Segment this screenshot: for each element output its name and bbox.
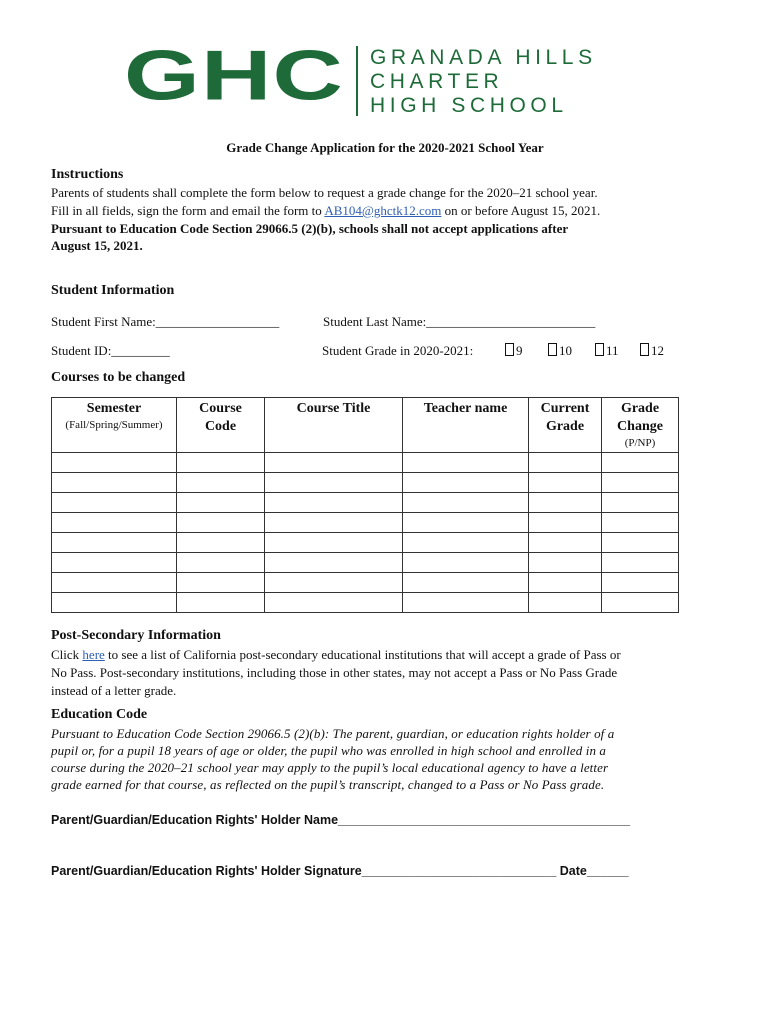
- post-secondary-heading: Post-Secondary Information: [51, 628, 221, 643]
- table-cell[interactable]: [403, 493, 529, 513]
- instructions-line-1: Parents of students shall complete the form below to request a grade change for the 2020–21 school year.: [51, 185, 598, 200]
- table-cell[interactable]: [52, 513, 177, 533]
- grade-option-10[interactable]: [548, 342, 572, 359]
- table-cell[interactable]: [403, 533, 529, 553]
- table-cell[interactable]: [52, 453, 177, 473]
- table-cell[interactable]: [529, 573, 602, 593]
- col-label: Grade Change: [617, 401, 663, 434]
- post-secondary-text: Click: [51, 647, 83, 662]
- col-grade-change: [602, 398, 679, 453]
- table-cell[interactable]: [52, 573, 177, 593]
- education-code-line-1: Pursuant to Education Code Section 29066.5 (2)(b): The parent, guardian, or education rights holder of a: [51, 726, 615, 741]
- instructions-line-2: [51, 202, 600, 219]
- page-title: Grade Change Application for the 2020-2021 School Year: [226, 140, 544, 155]
- student-grade-label: Student Grade in 2020-2021:: [322, 343, 474, 358]
- deadline-notice-line-1: Pursuant to Education Code Section 29066.5 (2)(b), schools shall not accept applications after: [51, 221, 569, 236]
- table-cell[interactable]: [265, 553, 403, 573]
- table-row: [52, 533, 679, 553]
- table-row: [52, 553, 679, 573]
- col-course-code: [177, 398, 265, 453]
- instructions-deadline: on or before August 15, 2021.: [441, 203, 601, 218]
- courses-header-row: [52, 398, 679, 453]
- table-cell[interactable]: [529, 533, 602, 553]
- logo-line-1: GRANADA HILLS: [370, 46, 597, 69]
- table-cell[interactable]: [177, 533, 265, 553]
- checkbox-icon[interactable]: [595, 343, 604, 356]
- table-cell[interactable]: [403, 573, 529, 593]
- courses-table: [51, 397, 679, 613]
- col-sublabel: (Fall/Spring/Summer): [65, 419, 163, 431]
- table-cell[interactable]: [265, 533, 403, 553]
- table-row: [52, 453, 679, 473]
- education-code-heading: Education Code: [51, 707, 148, 722]
- table-cell[interactable]: [177, 593, 265, 613]
- grade-option-9[interactable]: [505, 342, 523, 359]
- table-cell[interactable]: [52, 473, 177, 493]
- table-cell[interactable]: [602, 553, 679, 573]
- table-cell[interactable]: [265, 453, 403, 473]
- col-semester: [52, 398, 177, 453]
- table-row: [52, 513, 679, 533]
- logo-line-3: HIGH SCHOOL: [370, 94, 568, 117]
- col-label: Course Title: [296, 401, 371, 416]
- table-cell[interactable]: [602, 513, 679, 533]
- grade-option-label: 12: [651, 343, 664, 358]
- post-secondary-line-2: No Pass. Post-secondary institutions, including those in other states, may not accept a Pass or No Pass Grade: [51, 665, 618, 680]
- table-cell[interactable]: [529, 593, 602, 613]
- table-cell[interactable]: [529, 473, 602, 493]
- grade-option-label: 11: [606, 343, 619, 358]
- col-label: Semester: [86, 401, 142, 416]
- deadline-notice-line-2: August 15, 2021.: [51, 238, 143, 253]
- col-label: Teacher name: [423, 401, 508, 416]
- student-id-field[interactable]: Student ID:_________: [51, 343, 170, 358]
- student-last-name-field[interactable]: Student Last Name:__________________________: [323, 314, 596, 329]
- education-code-line-3: course during the 2020–21 school year may apply to the pupil’s local educational agency to have a letter: [51, 760, 609, 775]
- logo-divider: [356, 46, 358, 116]
- education-code-line-4: grade earned for that course, as reflected on the pupil’s transcript, changed to a Pass or No Pass grade.: [51, 777, 605, 792]
- table-cell[interactable]: [529, 513, 602, 533]
- table-cell[interactable]: [529, 553, 602, 573]
- table-cell[interactable]: [265, 593, 403, 613]
- table-cell[interactable]: [52, 593, 177, 613]
- table-row: [52, 473, 679, 493]
- col-course-title: [265, 398, 403, 453]
- education-code-line-2: pupil or, for a pupil 18 years of age or older, the pupil who was enrolled in high school and enrolled in a: [51, 743, 606, 758]
- post-secondary-text: to see a list of California post-secondary educational institutions that will accept a grade of Pass or: [104, 647, 621, 662]
- guardian-name-field[interactable]: Parent/Guardian/Education Rights' Holder Name__________________________________________: [51, 813, 631, 827]
- table-cell[interactable]: [177, 473, 265, 493]
- table-cell[interactable]: [602, 473, 679, 493]
- table-cell[interactable]: [265, 573, 403, 593]
- checkbox-icon[interactable]: [505, 343, 514, 356]
- table-cell[interactable]: [52, 493, 177, 513]
- table-cell[interactable]: [403, 593, 529, 613]
- table-cell[interactable]: [52, 533, 177, 553]
- checkbox-icon[interactable]: [548, 343, 557, 356]
- table-cell[interactable]: [265, 513, 403, 533]
- table-cell[interactable]: [403, 473, 529, 493]
- logo-line-2: CHARTER: [370, 70, 504, 93]
- instructions-text: Fill in all fields, sign the form and email the form to: [51, 203, 325, 218]
- checkbox-icon[interactable]: [640, 343, 649, 356]
- grade-option-11[interactable]: [595, 342, 619, 359]
- table-cell[interactable]: [177, 493, 265, 513]
- courses-heading: Courses to be changed: [51, 370, 186, 385]
- table-cell[interactable]: [529, 453, 602, 473]
- table-cell[interactable]: [177, 573, 265, 593]
- table-cell[interactable]: [602, 593, 679, 613]
- here-link[interactable]: here: [82, 647, 105, 662]
- post-secondary-line-3: instead of a letter grade.: [51, 683, 177, 698]
- instructions-heading: Instructions: [51, 167, 124, 182]
- table-cell[interactable]: [177, 513, 265, 533]
- col-current-grade: [529, 398, 602, 453]
- grade-option-label: 10: [559, 343, 572, 358]
- table-cell[interactable]: [265, 493, 403, 513]
- table-cell[interactable]: [602, 573, 679, 593]
- col-teacher-name: [403, 398, 529, 453]
- post-secondary-line-1: [51, 646, 621, 663]
- grade-option-label: 9: [516, 343, 523, 358]
- school-logo-mark: GHC: [124, 35, 345, 115]
- guardian-signature-field[interactable]: Parent/Guardian/Education Rights' Holder Signature____________________________ Date______: [51, 864, 629, 878]
- table-cell[interactable]: [602, 493, 679, 513]
- table-row: [52, 493, 679, 513]
- table-cell[interactable]: [602, 453, 679, 473]
- col-sublabel: (P/NP): [624, 437, 656, 449]
- col-label: Course Code: [199, 401, 242, 434]
- table-row: [52, 593, 679, 613]
- table-cell[interactable]: [529, 493, 602, 513]
- table-cell[interactable]: [177, 453, 265, 473]
- table-cell[interactable]: [403, 553, 529, 573]
- table-cell[interactable]: [52, 553, 177, 573]
- table-row: [52, 573, 679, 593]
- student-info-heading: Student Information: [51, 283, 175, 298]
- col-label: Current Grade: [540, 401, 590, 434]
- table-cell[interactable]: [177, 553, 265, 573]
- email-link[interactable]: AB104@ghctk12.com: [324, 203, 442, 218]
- grade-option-12[interactable]: [640, 342, 664, 359]
- table-cell[interactable]: [265, 473, 403, 493]
- table-cell[interactable]: [602, 533, 679, 553]
- student-first-name-field[interactable]: Student First Name:___________________: [51, 314, 280, 329]
- table-cell[interactable]: [403, 453, 529, 473]
- table-cell[interactable]: [403, 513, 529, 533]
